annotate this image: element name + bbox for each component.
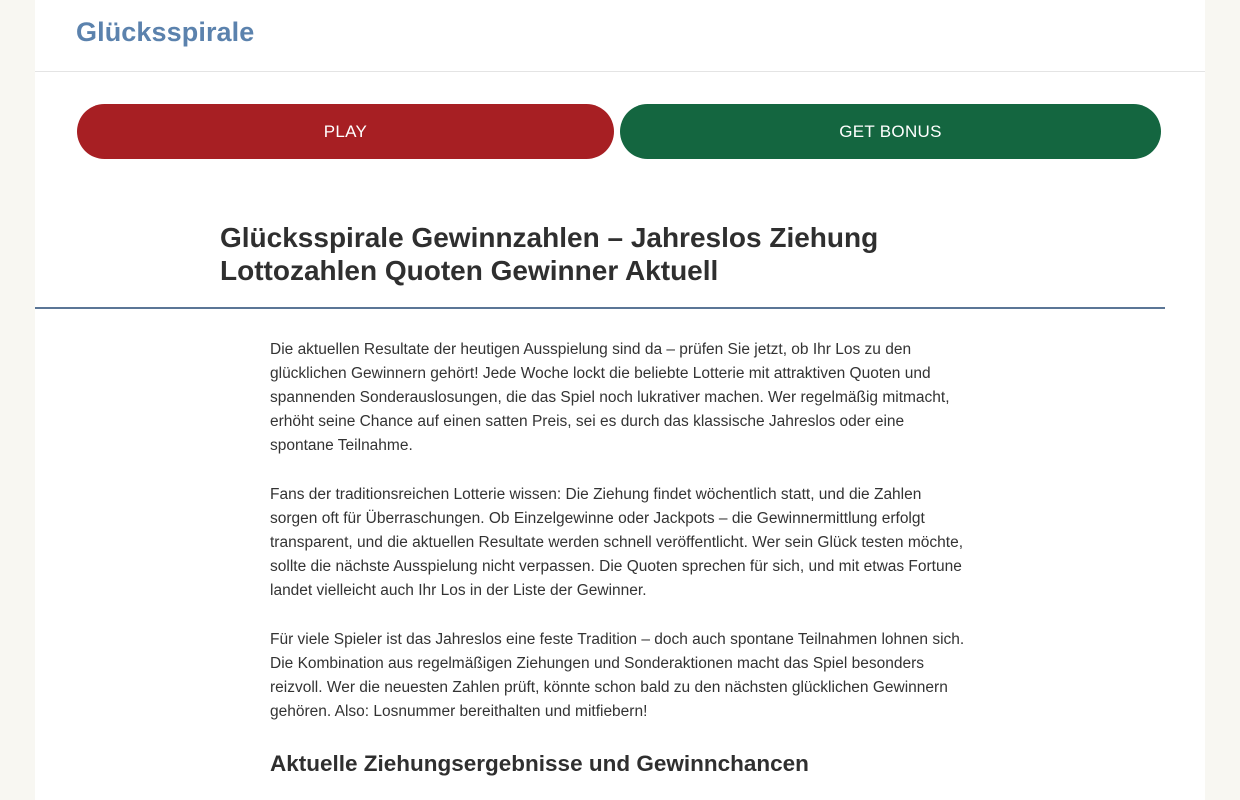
section-heading: Aktuelle Ziehungsergebnisse und Gewinnchancen (270, 751, 809, 776)
article-paragraph: Die aktuellen Resultate der heutigen Ausspielung sind da – prüfen Sie jetzt, ob Ihr Los zu den glücklichen Gewinnern gehört! Jede Woche lockt die beliebte Lotterie mit attraktiven Quoten und spannenden Sonderauslosungen, die das Spiel noch lukrativer machen. Wer regelmäßig mitmacht, erhöht seine Chance auf einen satten Preis, sei es durch das klassische Jahreslos oder eine spontane Teilnahme. (270, 341, 950, 454)
article-paragraph: Fans der traditionsreichen Lotterie wissen: Die Ziehung findet wöchentlich statt, und die Zahlen sorgen oft für Überraschungen. Ob Einzelgewinne oder Jackpots – die Gewinnermittlung erfolgt transparent, und die aktuellen Resultate werden schnell veröffentlicht. Wer sein Glück testen möchte, sollte die nächste Ausspielung nicht verpassen. Die Quoten sprechen für sich, und mit etwas Fortune landet vielleicht auch Ihr Los in der Liste der Gewinner. (270, 486, 963, 599)
title-divider (35, 307, 1165, 309)
site-header (35, 0, 1205, 72)
get-bonus-button[interactable]: GET BONUS (620, 104, 1161, 159)
site-logo[interactable]: Glücksspirale (76, 17, 255, 47)
page-container (35, 0, 1205, 800)
play-button[interactable]: PLAY (77, 104, 614, 159)
article-content (270, 338, 970, 779)
page-title: Glücksspirale Gewinnzahlen – Jahreslos Ziehung Lottozahlen Quoten Gewinner Aktuell (220, 222, 879, 286)
article-paragraph: Für viele Spieler ist das Jahreslos eine feste Tradition – doch auch spontane Teilnahmen lohnen sich. Die Kombination aus regelmäßigen Ziehungen und Sonderaktionen macht das Spiel besonders reizvoll. Wer die neuesten Zahlen prüft, könnte schon bald zu den nächsten glücklichen Gewinnern gehören. Also: Losnummer bereithalten und mitfiebern! (270, 631, 965, 720)
